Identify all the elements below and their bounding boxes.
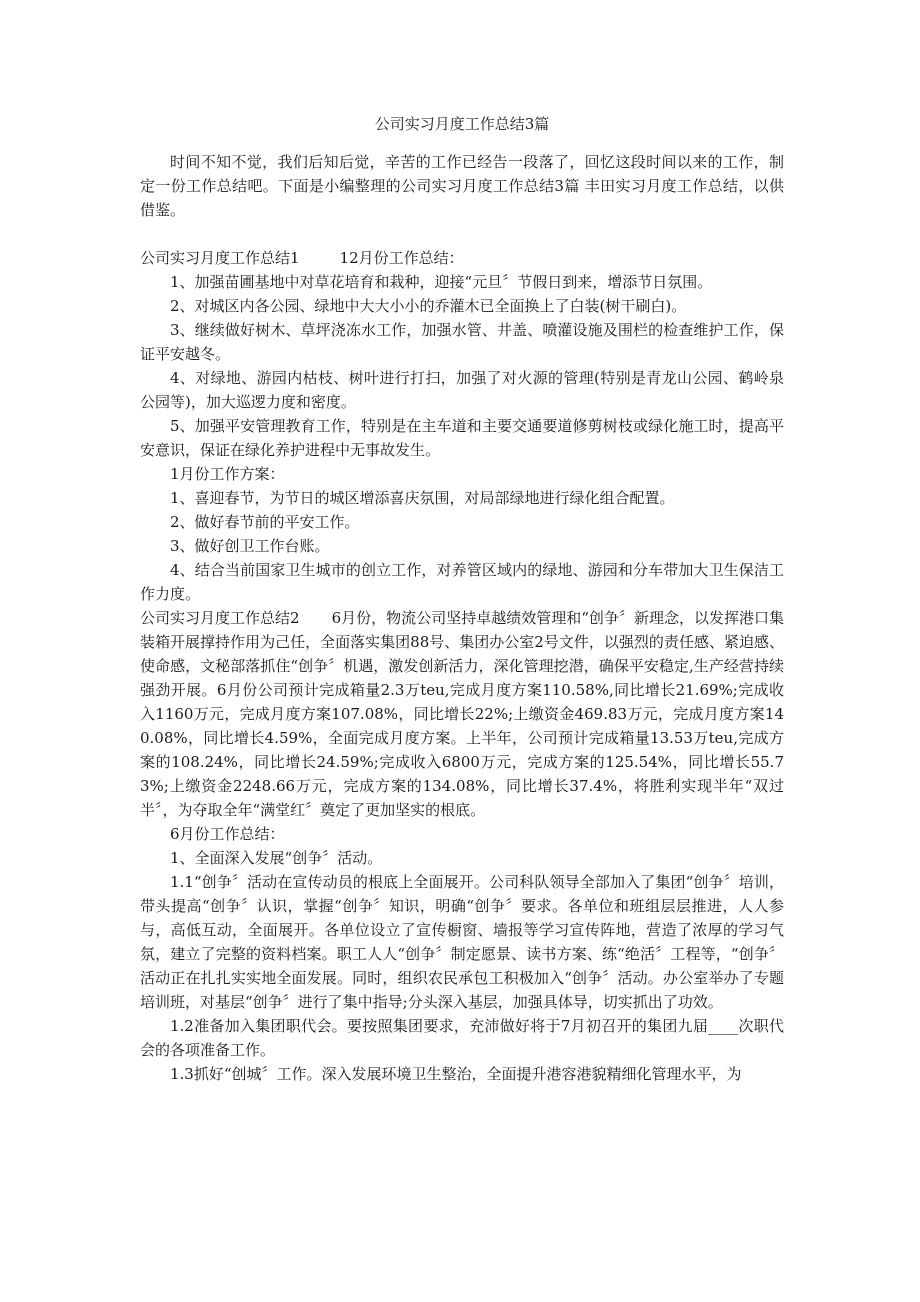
section1-plan-item: 3、做好创卫工作台账。 — [170, 537, 330, 555]
section2-heading: 公司实习月度工作总结2 — [140, 609, 300, 627]
section2-point1: 1、全面深入发展“创争〞活动。 — [170, 849, 383, 867]
intro-paragraph: 时间不知不觉，我们后知后觉，辛苦的工作已经告一段落了，回忆这段时间以来的工作，制定一份工作总结吧。下面是小编整理的公司实习月度工作总结3篇 丰田实习月度工作总结，以供借鉴。 — [140, 153, 784, 219]
section1-plan-item: 4、结合当前国家卫生城市的创立工作，对养管区域内的绿地、游园和分车带加大卫生保洁工作力度。 — [140, 561, 784, 603]
section1-plan-item: 1、喜迎春节，为节日的城区增添喜庆氛围，对局部绿地进行绿化组合配置。 — [170, 489, 675, 507]
section2-paragraph-1-1: 1.1“创争〞活动在宣传动员的根底上全面展开。公司科队领导全部加入了集团“创争〞培训，带头提高“创争〞认识，掌握“创争〞知识，明确“创争〞要求。各单位和班组层层推进，人人参与，高低互动，全面展开。各单位设立了宣传橱窗、墙报等学习宣传阵地，营造了浓厚的学习气氛，建立了完整的资料档案。职工人人“创争〞制定愿景、读书方案、练“绝活〞工程等，“创争〞活动正在扎扎实实地全面发展。同时，组织农民承包工积极加入“创争〞活动。办公室举办了专题培训班，对基层“创争〞进行了集中指导;分头深入基层，加强具体导，切实抓出了功效。 — [140, 873, 784, 1011]
section2-paragraph-1-2: 1.2准备加入集团职代会。要按照集团要求，充沛做好将于7月初召开的集团九届____次职代会的各项准备工作。 — [140, 1017, 784, 1059]
section1-item: 5、加强平安管理教育工作，特别是在主车道和主要交通要道修剪树枝或绿化施工时，提高平安意识，保证在绿化养护进程中无事故发生。 — [140, 417, 784, 459]
section2-paragraph-1-3: 1.3抓好“创城〞工作。深入发展环境卫生整治，全面提升港容港貌精细化管理水平，为 — [170, 1065, 742, 1083]
document-title: 公司实习月度工作总结3篇 — [374, 115, 550, 133]
section1-subheading: 12月份工作总结： — [339, 249, 464, 267]
section2-summary-heading: 6月份工作总结： — [170, 825, 285, 843]
section2-paragraph — [140, 606, 784, 822]
section1-item: 4、对绿地、游园内枯枝、树叶进行打扫，加强了对火源的管理(特别是青龙山公园、鹤岭泉公园等)，加大巡逻力度和密度。 — [140, 369, 784, 411]
section1-item: 3、继续做好树木、草坪浇冻水工作，加强水管、井盖、喷灌设施及围栏的检查维护工作，保证平安越冬。 — [140, 321, 784, 363]
section1-plan-heading: 1月份工作方案： — [170, 465, 285, 483]
section1-heading-line — [140, 246, 784, 270]
document-page — [140, 100, 784, 1086]
paragraph-gap — [140, 222, 784, 246]
section1-item: 2、对城区内各公园、绿地中大大小小的乔灌木已全面换上了白装(树干刷白)。 — [170, 297, 687, 315]
section1-item: 1、加强苗圃基地中对草花培育和栽种，迎接“元旦〞节假日到来，增添节日氛围。 — [170, 273, 713, 291]
section1-plan-item: 2、做好春节前的平安工作。 — [170, 513, 360, 531]
section2-body: 6月份，物流公司坚持卓越绩效管理和“创争〞新理念，以发挥港口集装箱开展撑持作用为己任，全面落实集团88号、集团办公室2号文件，以强烈的责任感、紧迫感、使命感，文秘部落抓住“创争〞机遇，激发创新活力，深化管理挖潜，确保平安稳定,生产经营持续强劲开展。6月份公司预计完成箱量2.3万teu,完成月度方案110.58%,同比增长21.69%;完成收入1160万元，完成月度方案107.08%，同比增长22%;上缴资金469.83万元，完成月度方案140.08%，同比增长4.59%，全面完成月度方案。上半年，公司预计完成箱量13.53万teu,完成方案的108.24%，同比增长24.59%;完成收入6800万元，完成方案的125.54%，同比增长55.73%;上缴资金2248.66万元，完成方案的134.08%，同比增长37.4%，将胜利实现半年“双过半〞，为夺取全年“满堂红〞奠定了更加坚实的根底。 — [140, 609, 785, 819]
section1-heading: 公司实习月度工作总结1 — [140, 249, 300, 267]
